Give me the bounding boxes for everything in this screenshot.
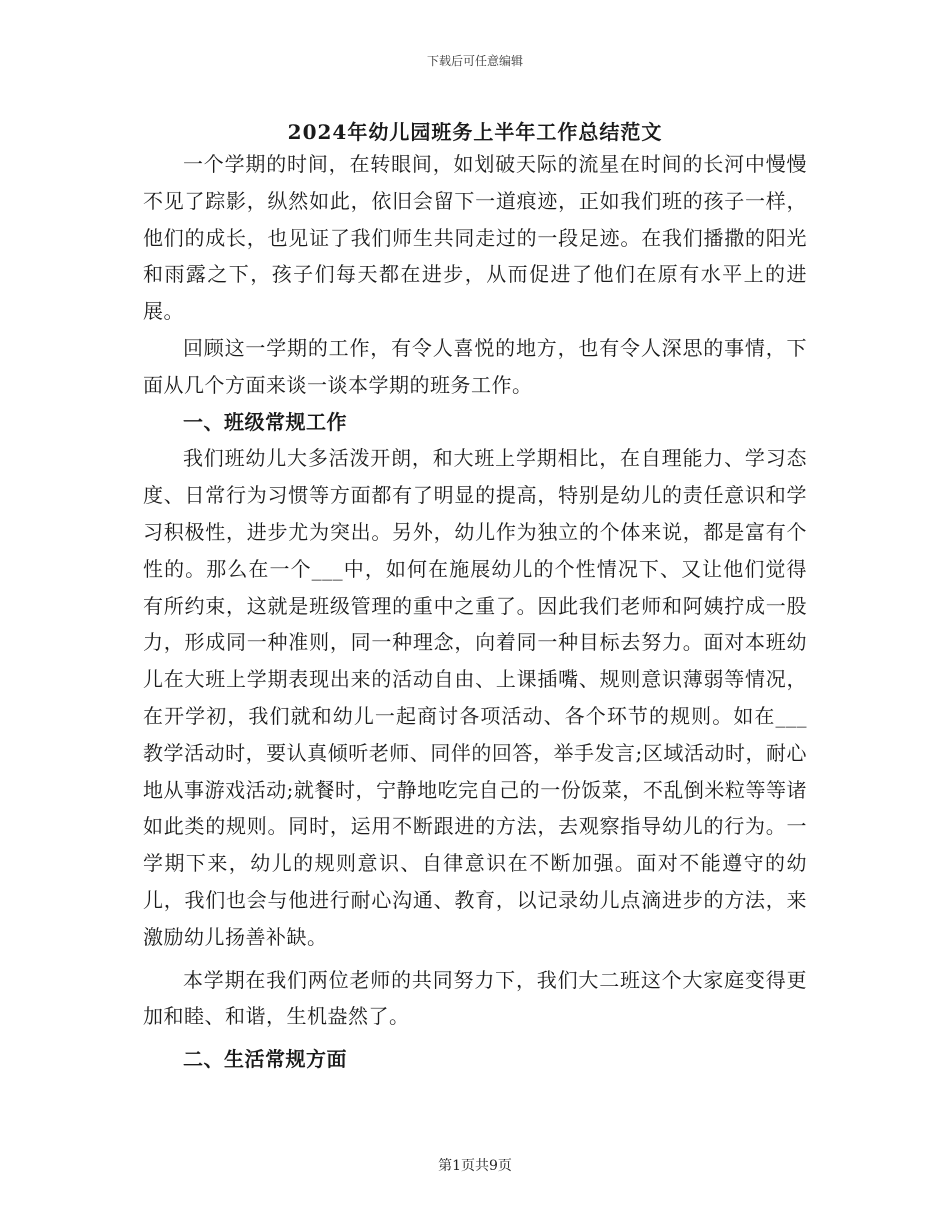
page-number: 第1页共9页 bbox=[438, 1158, 512, 1174]
paragraph-review: 回顾这一学期的工作，有令人喜悦的地方，也有令人深思的事情，下面从几个方面来谈一谈本学期的班务工作。 bbox=[143, 335, 807, 397]
paragraph-class-routine: 我们班幼儿大多活泼开朗，和大班上学期相比，在自理能力、学习态度、日常行为习惯等方面都有了明显的提高，特别是幼儿的责任意识和学习积极性，进步尤为突出。另外，幼儿作为独立的个体来说，都是富有个性的。那么在一个___中，如何在施展幼儿的个性情况下、又让他们觉得有所约束，这就是班级管理的重中之重了。因此我们老师和阿姨拧成一股力，形成同一种准则，同一种理念，向着同一种目标去努力。面对本班幼儿在大班上学期表现出来的活动自由、上课插嘴、规则意识薄弱等情况，在开学初，我们就和幼儿一起商讨各项活动、各个环节的规则。如在___教学活动时，要认真倾听老师、同伴的回答，举手发言;区域活动时，耐心地从事游戏活动;就餐时，宁静地吃完自己的一份饭菜，不乱倒米粒等等诸如此类的规则。同时，运用不断跟进的方法，去观察指导幼儿的行为。一学期下来，幼儿的规则意识、自律意识在不断加强。面对不能遵守的幼儿，我们也会与他进行耐心沟通、教育，以记录幼儿点滴进步的方法，来激励幼儿扬善补缺。 bbox=[143, 446, 807, 949]
paragraph-summary: 本学期在我们两位老师的共同努力下，我们大二班这个大家庭变得更加和睦、和谐，生机盎然了。 bbox=[143, 967, 807, 1029]
section-heading-1: 一、班级常规工作 bbox=[183, 409, 347, 434]
paragraph-intro: 一个学期的时间，在转眼间，如划破天际的流星在时间的长河中慢慢不见了踪影，纵然如此，依旧会留下一道痕迹，正如我们班的孩子一样，他们的成长，也见证了我们师生共同走过的一段足迹。在我们播撒的阳光和雨露之下，孩子们每天都在进步，从而促进了他们在原有水平上的进展。 bbox=[143, 152, 807, 324]
header-note: 下载后可任意编辑 bbox=[426, 54, 523, 68]
document-body bbox=[143, 146, 807, 1078]
document-title: 2024年幼儿园班务上半年工作总结范文 bbox=[287, 120, 663, 144]
section-heading-2: 二、生活常规方面 bbox=[183, 1047, 347, 1072]
